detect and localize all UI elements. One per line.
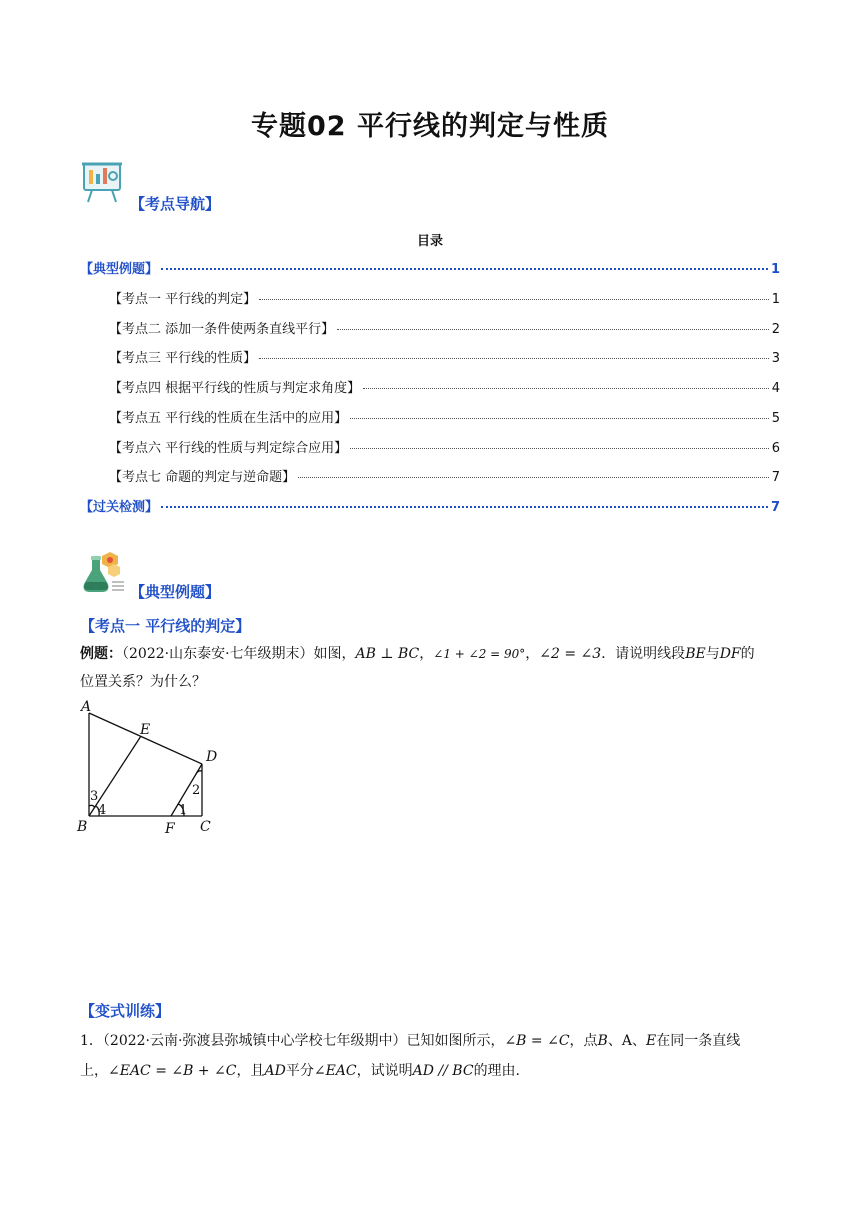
problem-1-text: 1．（2022·云南·弥渡县弥城镇中心学校七年级期中）已知如图所示，∠B = ∠C，点B、A、E在同一条直线 上，∠EAC = ∠B + ∠C，且AD平分∠EAC，试说明AD // BC的理由. <box>80 1033 741 1079</box>
toc-entry-kp3[interactable]: 【考点三 平行线的性质】 3 <box>109 351 780 366</box>
example-figure <box>74 698 234 840</box>
examples-heading: 【典型例题】 <box>130 583 221 601</box>
variant-heading: 【变式训练】 <box>80 1002 171 1020</box>
angle-label-2: 2 <box>192 783 201 798</box>
label-c: C <box>200 819 211 835</box>
angle-arc-3 <box>89 805 95 808</box>
example-text: 例题：（2022·山东泰安·七年级期末）如图，AB ⊥ BC，∠1 + ∠2 = 90°，∠2 = ∠3．请说明线段BE与DF的 位置关系？为什么？ <box>80 646 755 690</box>
segment-be <box>89 736 141 816</box>
nav-heading: 【考点导航】 <box>130 195 221 213</box>
page-title: 专题02 平行线的判定与性质 <box>251 111 609 142</box>
label-a: A <box>81 699 92 715</box>
toc-entry-kp6[interactable]: 【考点六 平行线的性质与判定综合应用】 6 <box>109 441 780 456</box>
toc-title: 目录 <box>416 234 443 249</box>
chemistry-flask-icon <box>80 550 126 596</box>
angle-label-1: 1 <box>179 803 188 818</box>
segment-ad <box>89 713 202 764</box>
label-d: D <box>206 749 218 765</box>
toc-entry-kp2[interactable]: 【考点二 添加一条件使两条直线平行】 2 <box>109 322 780 337</box>
angle-arc-2 <box>196 771 202 774</box>
label-b: B <box>77 819 88 835</box>
angle-label-4: 4 <box>98 803 107 818</box>
toc-entry-kp7[interactable]: 【考点七 命题的判定与逆命题】 7 <box>109 470 780 485</box>
presentation-board-icon <box>80 160 126 206</box>
label-e: E <box>140 722 151 738</box>
label-f: F <box>165 821 175 837</box>
toc-entry-review[interactable]: 【过关检测】 7 <box>80 500 780 515</box>
toc-entry-examples[interactable]: 【典型例题】 1 <box>80 262 780 277</box>
toc-entry-kp1[interactable]: 【考点一 平行线的判定】 1 <box>109 292 780 307</box>
toc-entry-kp5[interactable]: 【考点五 平行线的性质在生活中的应用】 5 <box>109 411 780 426</box>
toc-entry-kp4[interactable]: 【考点四 根据平行线的性质与判定求角度】 4 <box>109 381 780 396</box>
angle-label-3: 3 <box>90 789 99 804</box>
kp1-heading: 【考点一 平行线的判定】 <box>80 617 251 635</box>
